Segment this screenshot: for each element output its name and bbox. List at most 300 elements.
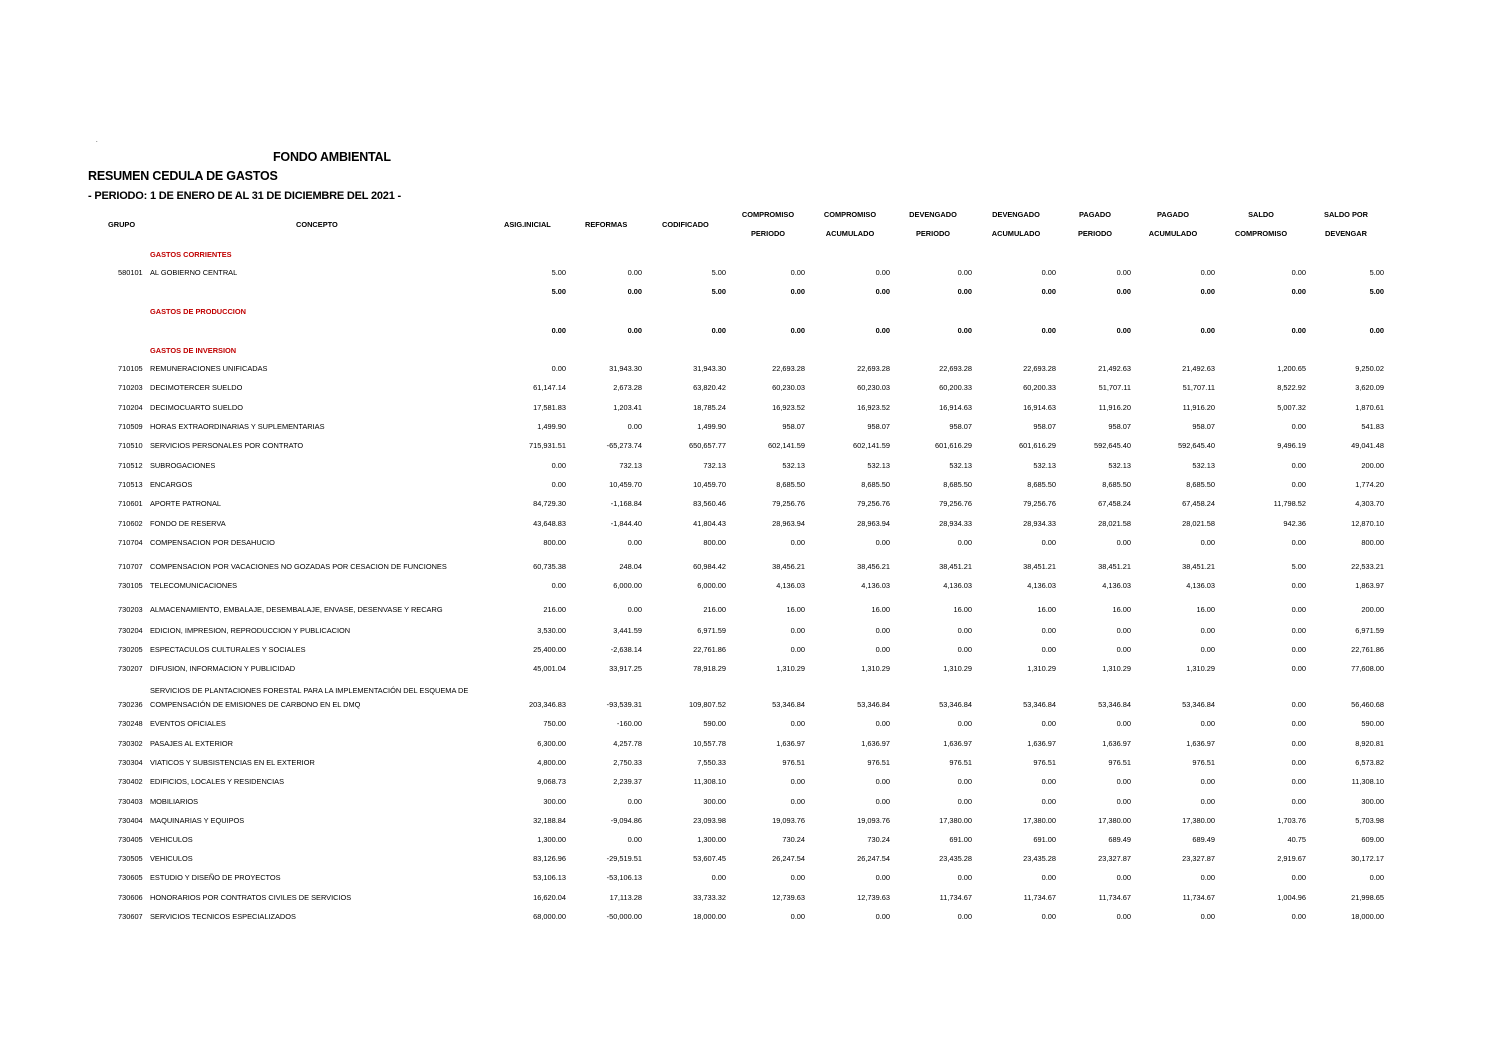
amount-cell: 60,984.42 <box>693 562 726 571</box>
amount-cell: 0.00 <box>790 777 805 786</box>
amount-cell: 0.00 <box>627 268 642 277</box>
amount-cell: 0.00 <box>1291 326 1306 335</box>
amount-cell: 3,530.00 <box>537 626 566 635</box>
amount-cell: 592,645.40 <box>1178 441 1215 450</box>
amount-cell: 8,685.50 <box>1027 480 1056 489</box>
amount-cell: 11,734.67 <box>939 893 972 902</box>
amount-cell: 592,645.40 <box>1094 441 1131 450</box>
table-row <box>0 605 1497 617</box>
amount-cell: 0.00 <box>1291 719 1306 728</box>
amount-cell: 532.13 <box>1192 461 1215 470</box>
account-code: 730204 <box>118 626 143 635</box>
amount-cell: 10,459.70 <box>693 480 726 489</box>
amount-cell: 18,000.00 <box>693 912 726 921</box>
amount-cell: 0.00 <box>551 480 566 489</box>
amount-cell: 0.00 <box>627 287 642 296</box>
amount-cell: 730.24 <box>782 835 805 844</box>
col-header-line: SALDO POR <box>1324 210 1368 219</box>
amount-cell: 0.00 <box>875 326 890 335</box>
amount-cell: 79,256.76 <box>857 499 890 508</box>
amount-cell: 53,346.84 <box>772 700 805 709</box>
amount-cell: 532.13 <box>1108 461 1131 470</box>
table-row <box>0 719 1497 731</box>
col-header-reformas: REFORMAS <box>585 220 628 229</box>
amount-cell: 958.07 <box>867 422 890 431</box>
concept: ESPECTACULOS CULTURALES Y SOCIALES <box>150 645 306 654</box>
amount-cell: 0.00 <box>957 538 972 547</box>
amount-cell: 33,917.25 <box>609 664 642 673</box>
amount-cell: 0.00 <box>957 719 972 728</box>
col-header-line: PERIODO <box>1077 229 1113 238</box>
amount-cell: 0.00 <box>790 797 805 806</box>
table-row <box>0 854 1497 866</box>
account-code: 710204 <box>118 403 143 412</box>
amount-cell: 23,093.98 <box>693 816 726 825</box>
col-header-line: ACUMULADO <box>825 229 875 238</box>
amount-cell: 1,499.90 <box>537 422 566 431</box>
concept: SERVICIOS PERSONALES POR CONTRATO <box>150 441 304 450</box>
amount-cell: 532.13 <box>782 461 805 470</box>
table-row <box>0 758 1497 770</box>
amount-cell: 53,346.84 <box>1023 700 1056 709</box>
col-header-line: DEVENGADO <box>909 210 957 219</box>
amount-cell: 0.00 <box>1200 538 1215 547</box>
amount-cell: 5.00 <box>711 287 726 296</box>
amount-cell: 53,346.84 <box>1098 700 1131 709</box>
amount-cell: 12,870.10 <box>1351 519 1384 528</box>
amount-cell: 1,636.97 <box>1102 739 1131 748</box>
amount-cell: 0.00 <box>1116 873 1131 882</box>
amount-cell: 0.00 <box>1291 777 1306 786</box>
amount-cell: 0.00 <box>875 873 890 882</box>
concept: ENCARGOS <box>150 480 193 489</box>
amount-cell: 53,106.13 <box>533 873 566 882</box>
amount-cell: 532.13 <box>1033 461 1056 470</box>
table-row <box>0 686 1497 712</box>
concept: DECIMOCUARTO SUELDO <box>150 403 243 412</box>
amount-cell: 0.00 <box>1291 538 1306 547</box>
amount-cell: 83,560.46 <box>693 499 726 508</box>
amount-cell: 26,247.54 <box>857 854 890 863</box>
amount-cell: 0.00 <box>1291 480 1306 489</box>
amount-cell: -29,519.51 <box>606 854 642 863</box>
account-code: 710203 <box>118 383 143 392</box>
amount-cell: 0.00 <box>875 797 890 806</box>
table-row <box>0 893 1497 905</box>
amount-cell: 0.00 <box>1291 700 1306 709</box>
amount-cell: 0.00 <box>1200 268 1215 277</box>
amount-cell: 21,492.63 <box>1182 364 1215 373</box>
table-row <box>0 835 1497 847</box>
table-row <box>0 519 1497 531</box>
amount-cell: 5.00 <box>1369 268 1384 277</box>
amount-cell: 730.24 <box>867 835 890 844</box>
amount-cell: 4,136.03 <box>861 581 890 590</box>
amount-cell: 1,004.96 <box>1277 893 1306 902</box>
amount-cell: 0.00 <box>1291 605 1306 614</box>
amount-cell: 38,451.21 <box>939 562 972 571</box>
col-header-line: SALDO <box>1248 210 1274 219</box>
amount-cell: 1,310.29 <box>1027 664 1056 673</box>
amount-cell: 16.00 <box>1037 605 1056 614</box>
account-code: 730405 <box>118 835 143 844</box>
amount-cell: 9,496.19 <box>1277 441 1306 450</box>
amount-cell: 0.00 <box>1291 645 1306 654</box>
col-header-line: COMPROMISO <box>741 210 795 219</box>
amount-cell: 38,456.21 <box>857 562 890 571</box>
amount-cell: 22,761.86 <box>693 645 726 654</box>
amount-cell: 0.00 <box>790 626 805 635</box>
amount-cell: 0.00 <box>1291 873 1306 882</box>
amount-cell: 0.00 <box>875 268 890 277</box>
amount-cell: 28,963.94 <box>857 519 890 528</box>
concept: MAQUINARIAS Y EQUIPOS <box>150 816 245 825</box>
amount-cell: -2,638.14 <box>610 645 642 654</box>
amount-cell: 532.13 <box>949 461 972 470</box>
amount-cell: 16.00 <box>1112 605 1131 614</box>
amount-cell: 0.00 <box>875 645 890 654</box>
table-row <box>0 581 1497 593</box>
amount-cell: 79,256.76 <box>939 499 972 508</box>
amount-cell: 0.00 <box>1200 797 1215 806</box>
amount-cell: 8,685.50 <box>943 480 972 489</box>
amount-cell: 601,616.29 <box>935 441 972 450</box>
amount-cell: 2,673.28 <box>613 383 642 392</box>
concept: HONORARIOS POR CONTRATOS CIVILES DE SERVICIOS <box>150 893 352 902</box>
amount-cell: 3,620.09 <box>1355 383 1384 392</box>
concept: HORAS EXTRAORDINARIAS Y SUPLEMENTARIAS <box>150 422 325 431</box>
amount-cell: 200.00 <box>1361 461 1384 470</box>
amount-cell: 0.00 <box>1041 626 1056 635</box>
amount-cell: 11,308.10 <box>1351 777 1384 786</box>
amount-cell: 53,346.84 <box>857 700 890 709</box>
amount-cell: 17,380.00 <box>1023 816 1056 825</box>
amount-cell: 800.00 <box>1361 538 1384 547</box>
amount-cell: 8,685.50 <box>776 480 805 489</box>
amount-cell: 28,021.58 <box>1098 519 1131 528</box>
amount-cell: 38,451.21 <box>1182 562 1215 571</box>
amount-cell: 16,620.04 <box>533 893 566 902</box>
section-heading: GASTOS CORRIENTES <box>150 250 232 259</box>
amount-cell: 43,648.83 <box>533 519 566 528</box>
amount-cell: 79,256.76 <box>772 499 805 508</box>
amount-cell: 5.00 <box>1369 287 1384 296</box>
amount-cell: 0.00 <box>1291 287 1306 296</box>
amount-cell: 0.00 <box>790 268 805 277</box>
concept: COMPENSACIÓN DE EMISIONES DE CARBONO EN EL DMQ <box>150 700 361 709</box>
amount-cell: 60,230.03 <box>772 383 805 392</box>
amount-cell: -160.00 <box>616 719 642 728</box>
amount-cell: 67,458.24 <box>1098 499 1131 508</box>
amount-cell: 590.00 <box>1361 719 1384 728</box>
concept: DIFUSION, INFORMACION Y PUBLICIDAD <box>150 664 296 673</box>
amount-cell: -50,000.00 <box>606 912 642 921</box>
table-row <box>0 739 1497 751</box>
amount-cell: 8,522.92 <box>1277 383 1306 392</box>
amount-cell: 0.00 <box>790 912 805 921</box>
subtotal-row <box>0 326 1497 338</box>
report-subtitle: RESUMEN CEDULA DE GASTOS <box>88 169 278 183</box>
col-header-grupo: GRUPO <box>108 220 136 229</box>
amount-cell: 4,800.00 <box>537 758 566 767</box>
table-row <box>0 268 1497 280</box>
amount-cell: 1,703.76 <box>1277 816 1306 825</box>
amount-cell: 1,636.97 <box>861 739 890 748</box>
amount-cell: 4,136.03 <box>943 581 972 590</box>
amount-cell: 1,310.29 <box>1186 664 1215 673</box>
amount-cell: 1,300.00 <box>697 835 726 844</box>
concept: REMUNERACIONES UNIFICADAS <box>150 364 268 373</box>
amount-cell: 1,499.90 <box>697 422 726 431</box>
amount-cell: 11,734.67 <box>1182 893 1215 902</box>
amount-cell: 5.00 <box>551 287 566 296</box>
amount-cell: 19,093.76 <box>857 816 890 825</box>
amount-cell: 18,785.24 <box>693 403 726 412</box>
amount-cell: 0.00 <box>875 538 890 547</box>
amount-cell: 0.00 <box>711 873 726 882</box>
amount-cell: 1,300.00 <box>537 835 566 844</box>
account-code: 710513 <box>118 480 143 489</box>
amount-cell: 715,931.51 <box>529 441 566 450</box>
amount-cell: 0.00 <box>1041 873 1056 882</box>
concept: FONDO DE RESERVA <box>150 519 226 528</box>
table-row <box>0 422 1497 434</box>
amount-cell: 0.00 <box>1291 797 1306 806</box>
amount-cell: 689.49 <box>1108 835 1131 844</box>
amount-cell: 2,919.67 <box>1277 854 1306 863</box>
amount-cell: 0.00 <box>627 422 642 431</box>
amount-cell: 0.00 <box>875 912 890 921</box>
amount-cell: 26,247.54 <box>772 854 805 863</box>
amount-cell: 22,761.86 <box>1351 645 1384 654</box>
amount-cell: 0.00 <box>1291 912 1306 921</box>
amount-cell: 17,380.00 <box>1182 816 1215 825</box>
amount-cell: 689.49 <box>1192 835 1215 844</box>
amount-cell: 958.07 <box>782 422 805 431</box>
amount-cell: 0.00 <box>1116 326 1131 335</box>
account-code: 730404 <box>118 816 143 825</box>
amount-cell: 11,308.10 <box>693 777 726 786</box>
table-row <box>0 777 1497 789</box>
concept: PASAJES AL EXTERIOR <box>150 739 233 748</box>
table-row <box>0 816 1497 828</box>
concept: AL GOBIERNO CENTRAL <box>150 268 238 277</box>
concept: EVENTOS OFICIALES <box>150 719 226 728</box>
amount-cell: 32,188.84 <box>533 816 566 825</box>
amount-cell: 0.00 <box>957 268 972 277</box>
amount-cell: 11,734.67 <box>1098 893 1131 902</box>
amount-cell: -53,106.13 <box>606 873 642 882</box>
amount-cell: 109,807.52 <box>689 700 726 709</box>
amount-cell: 602,141.59 <box>853 441 890 450</box>
amount-cell: 17,581.83 <box>533 403 566 412</box>
amount-cell: 0.00 <box>1041 912 1056 921</box>
table-row <box>0 912 1497 924</box>
amount-cell: 40.75 <box>1287 835 1306 844</box>
table-row <box>0 403 1497 415</box>
table-row <box>0 664 1497 676</box>
amount-cell: 0.00 <box>1116 645 1131 654</box>
amount-cell: 0.00 <box>957 626 972 635</box>
report-title: FONDO AMBIENTAL <box>273 150 391 164</box>
amount-cell: 0.00 <box>1041 777 1056 786</box>
concept: DECIMOTERCER SUELDO <box>150 383 243 392</box>
amount-cell: 0.00 <box>1200 645 1215 654</box>
amount-cell: 976.51 <box>1108 758 1131 767</box>
amount-cell: 300.00 <box>1361 797 1384 806</box>
amount-cell: 248.04 <box>619 562 642 571</box>
section-heading: GASTOS DE PRODUCCION <box>150 307 246 316</box>
amount-cell: 691.00 <box>949 835 972 844</box>
col-header-line: PAGADO <box>1157 210 1189 219</box>
amount-cell: 4,136.03 <box>1027 581 1056 590</box>
amount-cell: 0.00 <box>1116 287 1131 296</box>
amount-cell: 200.00 <box>1361 605 1384 614</box>
page-mark: . <box>96 138 98 144</box>
amount-cell: 6,000.00 <box>697 581 726 590</box>
account-code: 710509 <box>118 422 143 431</box>
amount-cell: 0.00 <box>1200 719 1215 728</box>
amount-cell: 16,923.52 <box>772 403 805 412</box>
amount-cell: 300.00 <box>543 797 566 806</box>
account-code: 730236 <box>118 700 143 709</box>
amount-cell: 11,916.20 <box>1182 403 1215 412</box>
amount-cell: 0.00 <box>1116 268 1131 277</box>
account-code: 730402 <box>118 777 143 786</box>
amount-cell: 1,636.97 <box>1027 739 1056 748</box>
amount-cell: 49,041.48 <box>1351 441 1384 450</box>
amount-cell: 0.00 <box>1291 626 1306 635</box>
concept: COMPENSACION POR VACACIONES NO GOZADAS POR CESACION DE FUNCIONES <box>150 562 447 571</box>
amount-cell: 3,441.59 <box>613 626 642 635</box>
amount-cell: 21,998.65 <box>1351 893 1384 902</box>
concept: VEHICULOS <box>150 835 193 844</box>
amount-cell: 9,250.02 <box>1355 364 1384 373</box>
amount-cell: 1,636.97 <box>776 739 805 748</box>
amount-cell: 0.00 <box>957 777 972 786</box>
table-row <box>0 797 1497 809</box>
amount-cell: 0.00 <box>1041 719 1056 728</box>
amount-cell: 0.00 <box>875 626 890 635</box>
amount-cell: 0.00 <box>627 605 642 614</box>
amount-cell: 22,693.28 <box>857 364 890 373</box>
amount-cell: 17,380.00 <box>939 816 972 825</box>
amount-cell: 0.00 <box>1200 626 1215 635</box>
amount-cell: 56,460.68 <box>1351 700 1384 709</box>
col-header-codificado: CODIFICADO <box>662 220 709 229</box>
amount-cell: 1,310.29 <box>776 664 805 673</box>
concept: EDICION, IMPRESION, REPRODUCCION Y PUBLICACION <box>150 626 351 635</box>
amount-cell: 216.00 <box>543 605 566 614</box>
amount-cell: 0.00 <box>1291 758 1306 767</box>
amount-cell: 5.00 <box>551 268 566 277</box>
col-header-concepto: CONCEPTO <box>296 220 338 229</box>
amount-cell: 60,230.03 <box>857 383 890 392</box>
col-header-line: PAGADO <box>1079 210 1111 219</box>
account-code: 730607 <box>118 912 143 921</box>
account-code: 730505 <box>118 854 143 863</box>
amount-cell: 0.00 <box>627 538 642 547</box>
amount-cell: 532.13 <box>867 461 890 470</box>
amount-cell: -93,539.31 <box>606 700 642 709</box>
amount-cell: 22,693.28 <box>772 364 805 373</box>
account-code: 710510 <box>118 441 143 450</box>
table-row <box>0 441 1497 453</box>
amount-cell: 38,451.21 <box>1098 562 1131 571</box>
amount-cell: 12,739.63 <box>772 893 805 902</box>
amount-cell: 800.00 <box>703 538 726 547</box>
table-row <box>0 562 1497 574</box>
amount-cell: 958.07 <box>1033 422 1056 431</box>
amount-cell: 0.00 <box>627 835 642 844</box>
amount-cell: 1,310.29 <box>943 664 972 673</box>
account-code: 730304 <box>118 758 143 767</box>
amount-cell: 23,435.28 <box>1023 854 1056 863</box>
amount-cell: 976.51 <box>782 758 805 767</box>
table-row <box>0 499 1497 511</box>
amount-cell: 17,380.00 <box>1098 816 1131 825</box>
account-code: 730205 <box>118 645 143 654</box>
amount-cell: 0.00 <box>1041 645 1056 654</box>
amount-cell: 0.00 <box>551 326 566 335</box>
amount-cell: 0.00 <box>1200 326 1215 335</box>
table-row <box>0 383 1497 395</box>
amount-cell: 942.36 <box>1283 519 1306 528</box>
concept: ESTUDIO Y DISEÑO DE PROYECTOS <box>150 873 281 882</box>
amount-cell: 30,172.17 <box>1351 854 1384 863</box>
amount-cell: 79,256.76 <box>1023 499 1056 508</box>
account-code: 710602 <box>118 519 143 528</box>
amount-cell: 0.00 <box>1116 797 1131 806</box>
amount-cell: 958.07 <box>949 422 972 431</box>
amount-cell: 8,685.50 <box>1102 480 1131 489</box>
amount-cell: 1,636.97 <box>943 739 972 748</box>
amount-cell: 0.00 <box>1116 719 1131 728</box>
amount-cell: 0.00 <box>551 461 566 470</box>
concept: VEHICULOS <box>150 854 193 863</box>
amount-cell: 0.00 <box>1200 873 1215 882</box>
col-header-line: PERIODO <box>915 229 951 238</box>
amount-cell: 8,920.81 <box>1355 739 1384 748</box>
amount-cell: 2,750.33 <box>613 758 642 767</box>
amount-cell: 976.51 <box>1192 758 1215 767</box>
account-code: 710105 <box>118 364 143 373</box>
amount-cell: 5.00 <box>711 268 726 277</box>
col-header-line: COMPROMISO <box>823 210 877 219</box>
amount-cell: 16.00 <box>1196 605 1215 614</box>
account-code: 730105 <box>118 581 143 590</box>
amount-cell: 691.00 <box>1033 835 1056 844</box>
col-header-line: ACUMULADO <box>991 229 1041 238</box>
col-header-line: ACUMULADO <box>1148 229 1198 238</box>
amount-cell: 61,147.14 <box>533 383 566 392</box>
amount-cell: 0.00 <box>957 873 972 882</box>
concept: TELECOMUNICACIONES <box>150 581 238 590</box>
amount-cell: 0.00 <box>1116 538 1131 547</box>
account-code: 730248 <box>118 719 143 728</box>
amount-cell: 22,693.28 <box>1023 364 1056 373</box>
table-row <box>0 626 1497 638</box>
amount-cell: 51,707.11 <box>1182 383 1215 392</box>
amount-cell: 16,923.52 <box>857 403 890 412</box>
amount-cell: 541.83 <box>1361 422 1384 431</box>
amount-cell: 1,310.29 <box>861 664 890 673</box>
amount-cell: 8,685.50 <box>861 480 890 489</box>
amount-cell: 0.00 <box>1116 777 1131 786</box>
amount-cell: -9,094.86 <box>610 816 642 825</box>
amount-cell: 38,456.21 <box>772 562 805 571</box>
amount-cell: 2,239.37 <box>613 777 642 786</box>
